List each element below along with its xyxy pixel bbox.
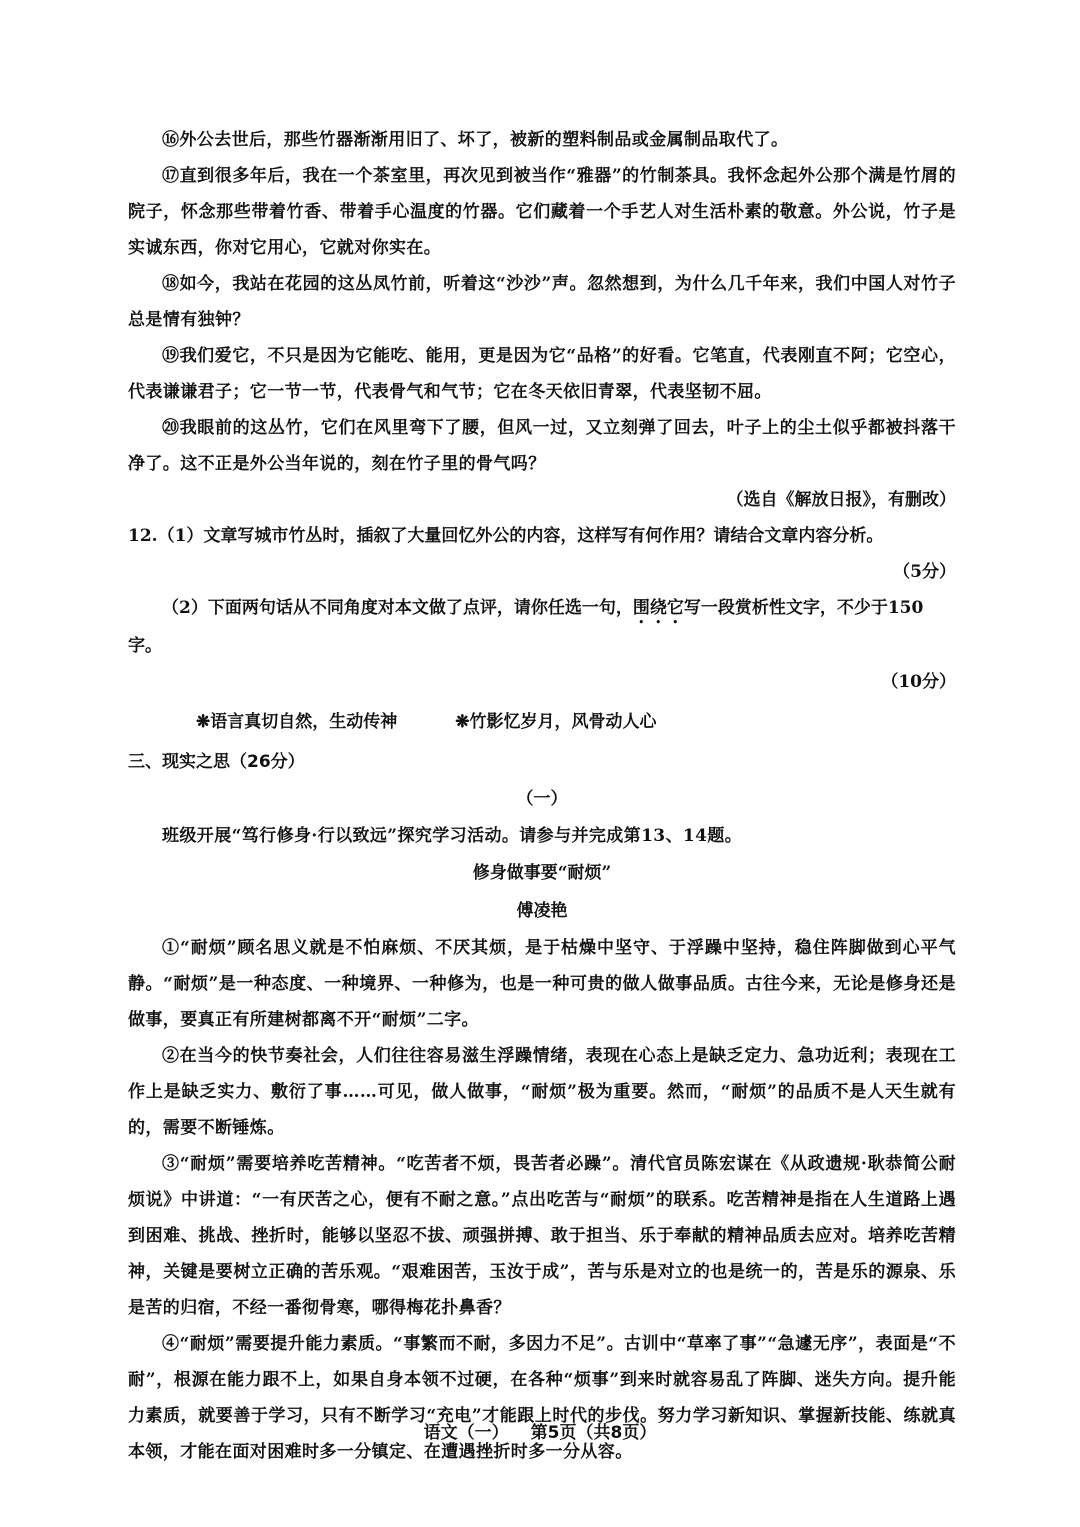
footer-page-number: 第5页（共8页） — [530, 1423, 657, 1443]
question-12-part-2-text-b: 写一段赏析性文字，不少于150字。 — [128, 598, 924, 656]
question-12-emphasis: 围绕它 — [632, 598, 684, 618]
story-source: （选自《解放日报》，有删改） — [726, 490, 956, 510]
story-paragraph-20: ⑳我眼前的这丛竹，它们在风里弯下了腰，但风一过，又立刻弹了回去，叶子上的尘土似乎都被抖落干净了。这不正是外公当年说的，刻在竹子里的骨气吗？ — [128, 418, 956, 474]
review-quote-1: ❋语言真切自然，生动传神 — [196, 712, 398, 732]
story-paragraph-18: ⑱如今，我站在花园的这丛凤竹前，听着这“沙沙”声。忽然想到，为什么几千年来，我们中国人对竹子总是情有独钟？ — [128, 274, 956, 330]
question-12-part-2 — [128, 590, 956, 664]
article-paragraph-1: ①“耐烦”顾名思义就是不怕麻烦、不厌其烦，是于枯燥中坚守、于浮躁中坚持，稳住阵脚做到心平气静。“耐烦”是一种态度、一种境界、一种修为，也是一种可贵的做人做事品质。古往今来，无论是修身还是做事，要真正有所建树都离不开“耐烦”二字。 — [128, 938, 956, 1030]
story-paragraph-19: ⑲我们爱它，不只是因为它能吃、能用，更是因为它“品格”的好看。它笔直，代表刚直不阿；它空心，代表谦谦君子；它一节一节，代表骨气和气节；它在冬天依旧青翠，代表坚韧不屈。 — [128, 346, 956, 402]
page-footer — [0, 1418, 1080, 1443]
article-paragraph-2: ②在当今的快节奏社会，人们往往容易滋生浮躁情绪，表现在心态上是缺乏定力、急功近利；表现在工作上是缺乏实力、敷衍了事……可见，做人做事，“耐烦”极为重要。然而，“耐烦”的品质不是人天生就有的，需要不断锤炼。 — [128, 1046, 956, 1138]
section-3-heading: 三、现实之思（26分） — [128, 752, 305, 772]
activity-intro: 班级开展“笃行修身·行以致远”探究学习活动。请参与并完成第13、14题。 — [162, 826, 743, 846]
story-paragraph-16: ⑯外公去世后，那些竹器渐渐用旧了、坏了，被新的塑料制品或金属制品取代了。 — [162, 130, 789, 150]
article-paragraph-4: ④“耐烦”需要提升能力素质。“事繁而不耐，多因力不足”。古训中“草率了事”“急遽无序”，表面是“不耐”，根源在能力跟不上，如果自身本领不过硬，在各种“烦事”到来时就容易乱了阵脚、迷失方向。提升能力素质，就要善于学习，只有不断学习“充电”才能跟上时代的步伐。努力学习新知识、掌握新技能、练就真本领，才能在面对困难时多一分镇定、在遭遇挫折时多一分从容。 — [128, 1334, 956, 1462]
story-paragraph-17: ⑰直到很多年后，我在一个茶室里，再次见到被当作“雅器”的竹制茶具。我怀念起外公那个满是竹屑的院子，怀念那些带着竹香、带着手心温度的竹器。它们藏着一个手艺人对生活朴素的敬意。外公说，竹子是实诚东西，你对它用心，它就对你实在。 — [128, 166, 956, 258]
review-quotes — [128, 700, 956, 744]
footer-subject: 语文（一） — [423, 1423, 509, 1443]
article-paragraph-3: ③“耐烦”需要培养吃苦精神。“吃苦者不烦，畏苦者必躁”。清代官员陈宏谋在《从政遗规·耿恭简公耐烦说》中讲道：“一有厌苦之心，便有不耐之意。”点出吃苦与“耐烦”的联系。吃苦精神是指在人生道路上遇到困难、挑战、挫折时，能够以坚忍不拔、顽强拼搏、敢于担当、乐于奉献的精神品质去应对。培养吃苦精神，关键是要树立正确的苦乐观。“艰难困苦，玉汝于成”，苦与乐是对立的也是统一的，苦是乐的源泉、乐是苦的归宿，不经一番彻骨寒，哪得梅花扑鼻香？ — [128, 1154, 956, 1318]
question-12-part-1: 12.（1）文章写城市竹丛时，插叙了大量回忆外公的内容，这样写有何作用？请结合文章内容分析。 — [128, 526, 884, 546]
question-12-part-2-text-a: （2）下面两句话从不同角度对本文做了点评，请你任选一句， — [162, 598, 633, 618]
article-author: 傅凌艳 — [516, 901, 568, 921]
question-12-part-2-score: （10分） — [881, 672, 956, 692]
review-quote-2: ❋竹影忆岁月，风骨动人心 — [455, 712, 657, 732]
article-title: 修身做事要“耐烦” — [472, 863, 612, 883]
page-content — [128, 122, 956, 1470]
question-12-part-1-score: （5分） — [893, 562, 956, 582]
section-3-subheading: （一） — [516, 789, 568, 809]
